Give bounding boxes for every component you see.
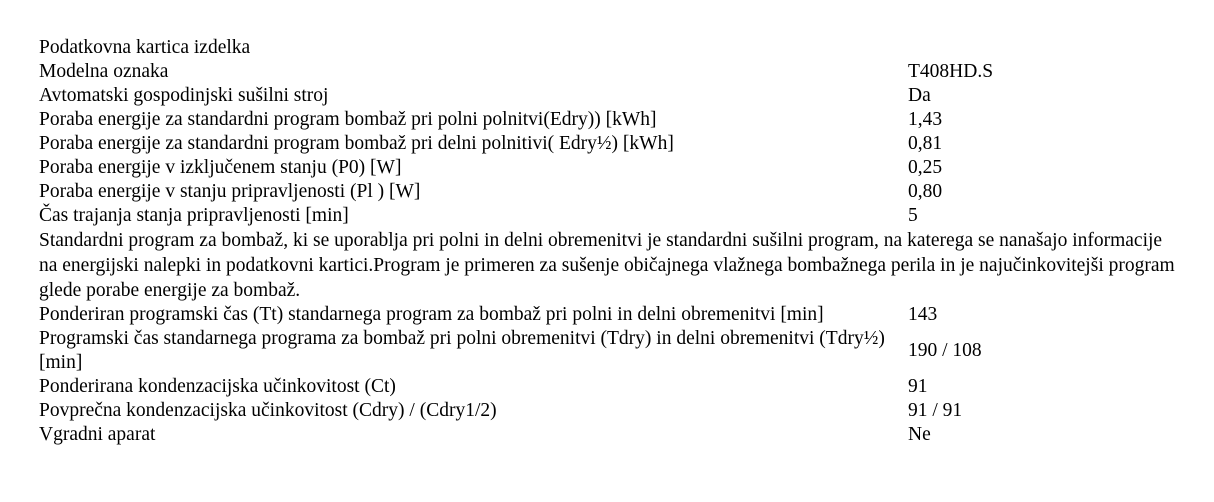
product-data-sheet bbox=[39, 36, 1189, 447]
row-label: Čas trajanja stanja pripravljenosti [min] bbox=[39, 205, 349, 226]
row-label: Poraba energije za standardni program bombaž pri polni polnitvi(Edry)) [kWh] bbox=[39, 109, 657, 130]
row-value: 91 / 91 bbox=[908, 400, 963, 421]
table-row bbox=[39, 204, 1189, 228]
row-value: 0,25 bbox=[908, 157, 943, 178]
row-label: Ponderiran programski čas (Tt) standarnega program za bombaž pri polni in delni obremenitvi [min] bbox=[39, 304, 824, 325]
row-label: Avtomatski gospodinjski sušilni stroj bbox=[39, 85, 329, 106]
program-description-paragraph: Standardni program za bombaž, ki se uporablja pri polni in delni obremenitvi je standardni sušilni program, na katerega se nanašajo informacije na energijski nalepki in podatkovni kartici.Program je primeren za sušenje običajnega vlažnega bombažnega perila in je najučinkovitejši program glede porabe energije za bombaž. bbox=[39, 230, 1175, 301]
table-row bbox=[39, 303, 1189, 327]
table-row bbox=[39, 327, 1189, 375]
table-row bbox=[39, 60, 1189, 84]
table-row bbox=[39, 180, 1189, 204]
row-value: 5 bbox=[908, 205, 918, 226]
row-value: 1,43 bbox=[908, 109, 943, 130]
row-value: 190 / 108 bbox=[908, 340, 982, 361]
table-row bbox=[39, 132, 1189, 156]
table-row bbox=[39, 375, 1189, 399]
row-value: Ne bbox=[908, 424, 931, 445]
row-value: 143 bbox=[908, 304, 938, 325]
sheet-title: Podatkovna kartica izdelka bbox=[39, 37, 251, 58]
row-value: Da bbox=[908, 85, 931, 106]
row-value: T408HD.S bbox=[908, 61, 994, 82]
table-row bbox=[39, 84, 1189, 108]
table-row bbox=[39, 423, 1189, 447]
row-label: Vgradni aparat bbox=[39, 424, 156, 445]
table-row bbox=[39, 399, 1189, 423]
row-label: Povprečna kondenzacijska učinkovitost (Cdry) / (Cdry1/2) bbox=[39, 400, 497, 421]
row-value: 0,81 bbox=[908, 133, 943, 154]
row-label: Poraba energije za standardni program bombaž pri delni polnitivi( Edry½) [kWh] bbox=[39, 133, 674, 154]
table-row bbox=[39, 156, 1189, 180]
row-label: Poraba energije v stanju pripravljenosti (Pl ) [W] bbox=[39, 181, 421, 202]
table-row bbox=[39, 108, 1189, 132]
row-value: 91 bbox=[908, 376, 928, 397]
row-label: Ponderirana kondenzacijska učinkovitost (Ct) bbox=[39, 376, 396, 397]
row-label: Poraba energije v izključenem stanju (P0) [W] bbox=[39, 157, 402, 178]
row-label: Modelna oznaka bbox=[39, 61, 169, 82]
row-value: 0,80 bbox=[908, 181, 943, 202]
row-label: Programski čas standarnega programa za bombaž pri polni obremenitvi (Tdry) in delni obremenitvi (Tdry½) [min] bbox=[39, 328, 885, 373]
